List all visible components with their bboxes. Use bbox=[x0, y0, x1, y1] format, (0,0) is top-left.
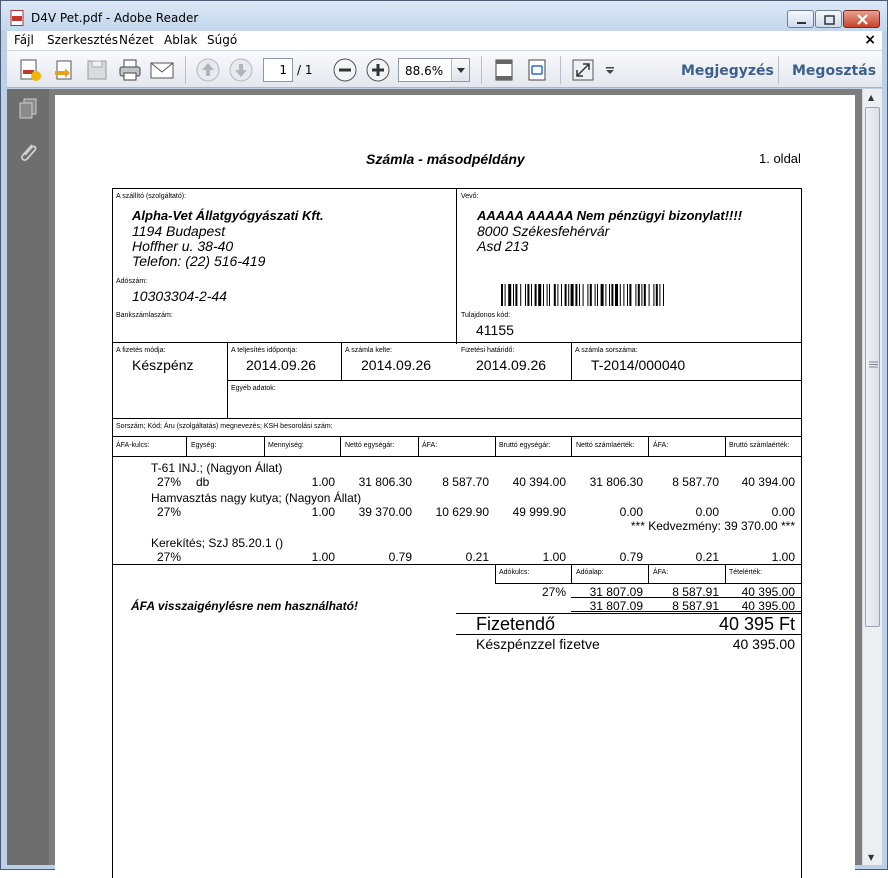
buyer-name: AAAAA AAAAA Nem pénzügyi bizonylat!!!! bbox=[477, 208, 743, 223]
comment-button[interactable]: Megjegyzés bbox=[681, 63, 774, 79]
close-window-button[interactable] bbox=[843, 10, 880, 28]
item-net-total: 0.00 bbox=[619, 505, 643, 519]
invoice-serial: T-2014/000040 bbox=[591, 357, 686, 373]
summary-value: 40 395.00 bbox=[741, 585, 795, 599]
summary-vat: 8 587.91 bbox=[672, 585, 719, 599]
summary-header: Tételérték: bbox=[729, 569, 763, 576]
zoom-select[interactable] bbox=[398, 58, 470, 82]
close-document-icon[interactable]: × bbox=[864, 32, 876, 48]
item-name: Hamvasztás nagy kutya; (Nagyon Állat) bbox=[151, 491, 362, 505]
column-header: Bruttó számlaérték: bbox=[729, 442, 790, 449]
item-net-unit: 39 370.00 bbox=[358, 505, 412, 519]
page-total: / 1 bbox=[297, 63, 313, 77]
minimize-button[interactable] bbox=[787, 10, 814, 28]
maximize-icon bbox=[816, 11, 843, 29]
toolbar bbox=[7, 50, 882, 88]
edit-document-icon[interactable] bbox=[51, 57, 77, 83]
scroll-up-icon[interactable]: ▲ bbox=[868, 93, 875, 102]
column-header: Mennyiség: bbox=[268, 442, 304, 449]
item-vat-amount: 10 629.90 bbox=[435, 505, 489, 519]
page-label: 1. oldal bbox=[759, 151, 801, 166]
discount-note: *** Kedvezmény: 39 370.00 *** bbox=[630, 519, 795, 533]
item-vat-amount: 8 587.70 bbox=[442, 475, 489, 489]
due-date-label: Fizetési határidő: bbox=[461, 347, 515, 354]
pages-icon[interactable] bbox=[16, 97, 40, 121]
item-gross-unit: 1.00 bbox=[542, 550, 566, 564]
summary-base-total: 31 807.09 bbox=[589, 599, 643, 613]
issue-date: 2014.09.26 bbox=[361, 357, 432, 373]
toolbar-options-icon[interactable] bbox=[603, 57, 617, 83]
column-header: ÁFA-kulcs: bbox=[116, 442, 150, 449]
cash-paid-amount: 40 395.00 bbox=[732, 636, 795, 652]
item-qty: 1.00 bbox=[311, 475, 335, 489]
tax-number: 10303304-2-44 bbox=[132, 288, 227, 304]
payable-label: Fizetendő bbox=[476, 614, 556, 634]
item-gross-total: 1.00 bbox=[771, 550, 795, 564]
menu-file[interactable]: Fájl bbox=[14, 33, 34, 47]
minimize-icon bbox=[788, 11, 815, 29]
save-icon[interactable] bbox=[84, 57, 110, 83]
item-vat-total: 0.21 bbox=[695, 550, 719, 564]
pdf-page bbox=[55, 95, 855, 875]
item-gross-total: 40 394.00 bbox=[741, 475, 795, 489]
menu-bar bbox=[7, 31, 882, 50]
tax-number-label: Adószám: bbox=[116, 278, 148, 285]
item-vat-rate: 27% bbox=[157, 505, 182, 519]
item-gross-unit: 49 999.90 bbox=[512, 505, 566, 519]
performance-date: 2014.09.26 bbox=[246, 357, 317, 373]
vat-note: ÁFA visszaigénylésre nem használható! bbox=[131, 599, 358, 613]
menu-edit[interactable]: Szerkesztés bbox=[47, 33, 119, 47]
summary-vat-total: 8 587.91 bbox=[672, 599, 719, 613]
issue-date-label: A számla kelte: bbox=[345, 347, 393, 354]
next-page-icon[interactable] bbox=[228, 57, 254, 83]
window-title: D4V Pet.pdf - Adobe Reader bbox=[31, 11, 199, 25]
payable-amount: 40 395 Ft bbox=[718, 614, 795, 634]
bank-account-label: Bankszámlaszám: bbox=[116, 312, 173, 319]
column-header: Bruttó egységár: bbox=[499, 442, 551, 449]
item-gross-total: 0.00 bbox=[771, 505, 795, 519]
title-bar[interactable] bbox=[1, 1, 887, 31]
share-button[interactable]: Megosztás bbox=[792, 63, 877, 79]
pdf-file-icon bbox=[10, 10, 24, 26]
zoom-out-icon[interactable] bbox=[332, 57, 358, 83]
document-area bbox=[49, 89, 862, 865]
buyer-street: Asd 213 bbox=[477, 238, 529, 254]
create-pdf-icon[interactable] bbox=[17, 57, 43, 83]
column-header: ÁFA: bbox=[422, 442, 438, 449]
scrollbar-thumb[interactable] bbox=[865, 107, 880, 627]
full-screen-icon[interactable] bbox=[570, 57, 596, 83]
performance-date-label: A teljesítés időpontja: bbox=[231, 347, 298, 354]
item-net-total: 31 806.30 bbox=[589, 475, 643, 489]
supplier-street: Hoffher u. 38-40 bbox=[132, 238, 234, 254]
print-icon[interactable] bbox=[117, 57, 143, 83]
supplier-city: 1194 Budapest bbox=[132, 223, 226, 239]
column-header: Egység: bbox=[191, 442, 217, 449]
email-icon[interactable] bbox=[149, 57, 175, 83]
due-date: 2014.09.26 bbox=[476, 357, 547, 373]
maximize-button[interactable] bbox=[815, 10, 842, 28]
item-gross-unit: 40 394.00 bbox=[512, 475, 566, 489]
item-vat-rate: 27% bbox=[157, 475, 182, 489]
navigation-panel bbox=[7, 89, 49, 865]
attachment-icon[interactable] bbox=[16, 139, 40, 165]
item-vat-total: 8 587.70 bbox=[672, 475, 719, 489]
summary-rate: 27% bbox=[541, 585, 566, 599]
supplier-name: Alpha-Vet Állatgyógyászati Kft. bbox=[132, 208, 324, 223]
zoom-value: 88.6% bbox=[405, 64, 444, 78]
zoom-dropdown-button[interactable] bbox=[451, 59, 469, 81]
column-header: Nettó egységár: bbox=[345, 442, 395, 449]
item-name: T-61 INJ.; (Nagyon Állat) bbox=[151, 461, 283, 475]
item-vat-amount: 0.21 bbox=[465, 550, 489, 564]
items-header: Sorszám; Kód; Áru (szolgáltatás) megnevezés; KSH besorolási szám: bbox=[116, 423, 333, 430]
summary-header: Adóalap: bbox=[576, 569, 604, 576]
item-qty: 1.00 bbox=[311, 505, 335, 519]
buyer-label: Vevő: bbox=[461, 193, 479, 200]
payment-method: Készpénz bbox=[132, 357, 194, 373]
summary-value-total: 40 395.00 bbox=[741, 599, 795, 613]
owner-code: 41155 bbox=[476, 322, 514, 338]
chevron-down-icon bbox=[452, 59, 470, 81]
fit-page-icon[interactable] bbox=[491, 57, 517, 83]
item-net-total: 0.79 bbox=[619, 550, 643, 564]
payment-method-label: A fizetés módja: bbox=[116, 347, 166, 354]
document-title: Számla - másodpéldány bbox=[366, 151, 525, 167]
barcode bbox=[501, 284, 725, 306]
close-icon bbox=[844, 11, 881, 29]
summary-header: Adókulcs: bbox=[499, 569, 530, 576]
item-qty: 1.00 bbox=[311, 550, 335, 564]
fit-width-icon[interactable] bbox=[524, 57, 550, 83]
summary-header: ÁFA: bbox=[653, 569, 669, 576]
menu-help[interactable]: Súgó bbox=[207, 33, 238, 47]
previous-page-icon[interactable] bbox=[195, 57, 221, 83]
item-name: Kerekítés; SzJ 85.20.1 () bbox=[151, 536, 284, 550]
supplier-phone: Telefon: (22) 516-419 bbox=[132, 253, 266, 269]
page-number-input[interactable]: 1 bbox=[263, 58, 293, 82]
item-net-unit: 0.79 bbox=[388, 550, 412, 564]
other-data-label: Egyéb adatok: bbox=[231, 385, 276, 392]
invoice-serial-label: A számla sorszáma: bbox=[575, 347, 638, 354]
column-header: ÁFA: bbox=[653, 442, 669, 449]
item-unit: db bbox=[196, 475, 210, 489]
item-vat-total: 0.00 bbox=[695, 505, 719, 519]
item-vat-rate: 27% bbox=[157, 550, 182, 564]
column-header: Nettó számlaérték: bbox=[576, 442, 635, 449]
scroll-down-icon[interactable]: ▼ bbox=[868, 853, 875, 862]
summary-base: 31 807.09 bbox=[589, 585, 643, 599]
menu-window[interactable]: Ablak bbox=[164, 33, 198, 47]
zoom-in-icon[interactable] bbox=[365, 57, 391, 83]
vertical-scrollbar[interactable] bbox=[862, 89, 882, 865]
buyer-city: 8000 Székesfehérvár bbox=[477, 223, 610, 239]
cash-paid-label: Készpénzzel fizetve bbox=[476, 636, 600, 652]
item-net-unit: 31 806.30 bbox=[358, 475, 412, 489]
owner-code-label: Tulajdonos kód: bbox=[461, 312, 511, 319]
menu-view[interactable]: Nézet bbox=[119, 33, 154, 47]
grip-icon bbox=[869, 360, 878, 369]
supplier-label: A szállító (szolgáltató): bbox=[116, 193, 187, 200]
